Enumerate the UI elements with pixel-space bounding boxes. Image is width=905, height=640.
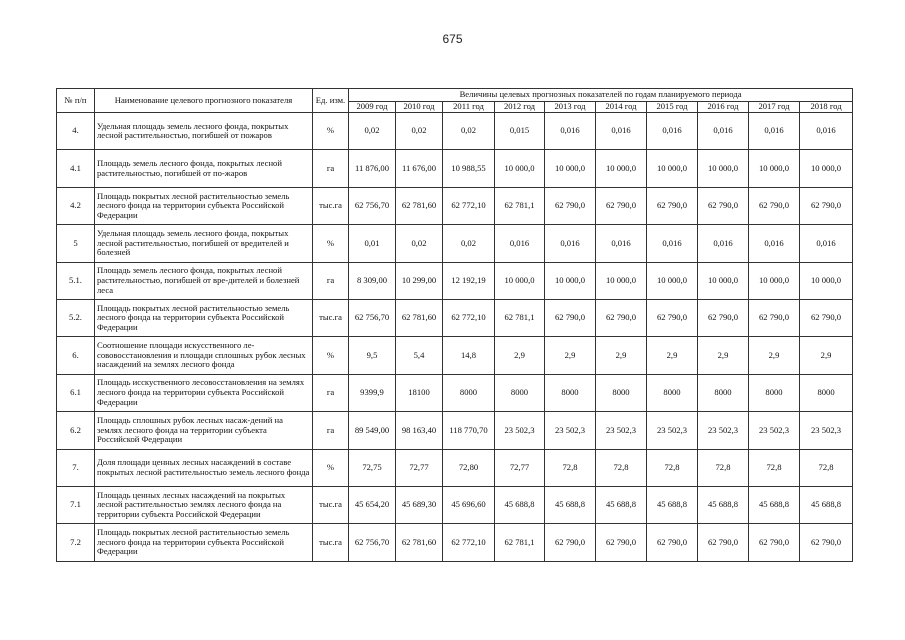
value-cell: 9399,9 (349, 374, 396, 411)
header-year: 2016 год (698, 102, 749, 113)
row-number: 7.2 (57, 524, 95, 561)
indicator-name: Удельная площадь земель лесного фонда, покрытых лесной растительностью, погибшей от вредителей и болезней (95, 225, 313, 262)
value-cell: 0,016 (545, 113, 596, 150)
value-cell: 0,016 (749, 225, 800, 262)
value-cell: 62 790,0 (647, 299, 698, 336)
value-cell: 10 000,0 (698, 150, 749, 187)
indicator-name: Удельная площадь земель лесного фонда, покрытых лесной растительностью, погибшей от пожаров (95, 113, 313, 150)
value-cell: 62 790,0 (749, 187, 800, 224)
value-cell: 23 502,3 (800, 412, 853, 449)
value-cell: 0,02 (396, 113, 443, 150)
value-cell: 10 000,0 (800, 150, 853, 187)
value-cell: 0,016 (545, 225, 596, 262)
indicator-name: Площадь земель лесного фонда, покрытых лесной растительностью, погибшей от вре-дителей и болезней леса (95, 262, 313, 299)
value-cell: 0,01 (349, 225, 396, 262)
header-year: 2013 год (545, 102, 596, 113)
value-cell: 0,02 (443, 225, 495, 262)
value-cell: 62 790,0 (596, 299, 647, 336)
indicator-name: Площадь исскуственного лесовосстановления на землях лесного фонда на территории субъекта Российской Федерации (95, 374, 313, 411)
value-cell: 23 502,3 (596, 412, 647, 449)
table-row (57, 337, 853, 374)
value-cell: 62 781,60 (396, 187, 443, 224)
value-cell: 10 000,0 (596, 262, 647, 299)
unit-cell: % (313, 225, 349, 262)
value-cell: 5,4 (396, 337, 443, 374)
value-cell: 18100 (396, 374, 443, 411)
row-number: 5 (57, 225, 95, 262)
indicator-name: Доля площади ценных лесных насаждений в составе покрытых лесной растительностью земель лесного фонда (95, 449, 313, 486)
value-cell: 0,016 (800, 225, 853, 262)
value-cell: 72,8 (596, 449, 647, 486)
value-cell: 0,016 (596, 113, 647, 150)
value-cell: 72,8 (698, 449, 749, 486)
value-cell: 62 790,0 (647, 524, 698, 561)
unit-cell: га (313, 150, 349, 187)
value-cell: 62 756,70 (349, 524, 396, 561)
header-year: 2017 год (749, 102, 800, 113)
value-cell: 8000 (647, 374, 698, 411)
table-row (57, 113, 853, 150)
value-cell: 10 000,0 (749, 150, 800, 187)
value-cell: 72,75 (349, 449, 396, 486)
value-cell: 8000 (443, 374, 495, 411)
indicator-name: Площадь покрытых лесной растительностью земель лесного фонда на территории субъекта Российской Федерации (95, 187, 313, 224)
value-cell: 23 502,3 (495, 412, 545, 449)
header-unit: Ед. изм. (313, 89, 349, 113)
value-cell: 45 688,8 (545, 486, 596, 523)
value-cell: 62 772,10 (443, 524, 495, 561)
value-cell: 72,8 (800, 449, 853, 486)
table-row (57, 187, 853, 224)
value-cell: 23 502,3 (647, 412, 698, 449)
value-cell: 72,77 (495, 449, 545, 486)
unit-cell: га (313, 374, 349, 411)
value-cell: 62 772,10 (443, 299, 495, 336)
row-number: 7. (57, 449, 95, 486)
value-cell: 62 781,1 (495, 524, 545, 561)
row-number: 4.2 (57, 187, 95, 224)
value-cell: 45 688,8 (800, 486, 853, 523)
unit-cell: га (313, 412, 349, 449)
unit-cell: тыс.га (313, 524, 349, 561)
value-cell: 23 502,3 (545, 412, 596, 449)
unit-cell: тыс.га (313, 486, 349, 523)
value-cell: 45 689,30 (396, 486, 443, 523)
value-cell: 10 000,0 (545, 150, 596, 187)
value-cell: 62 756,70 (349, 187, 396, 224)
value-cell: 0,016 (698, 113, 749, 150)
unit-cell: тыс.га (313, 187, 349, 224)
value-cell: 62 790,0 (596, 524, 647, 561)
value-cell: 0,02 (443, 113, 495, 150)
value-cell: 9,5 (349, 337, 396, 374)
value-cell: 0,016 (800, 113, 853, 150)
value-cell: 72,8 (749, 449, 800, 486)
value-cell: 62 790,0 (800, 524, 853, 561)
row-number: 4.1 (57, 150, 95, 187)
value-cell: 72,77 (396, 449, 443, 486)
unit-cell: % (313, 113, 349, 150)
value-cell: 0,015 (495, 113, 545, 150)
value-cell: 45 688,8 (647, 486, 698, 523)
table-row (57, 150, 853, 187)
value-cell: 2,9 (749, 337, 800, 374)
value-cell: 62 781,1 (495, 187, 545, 224)
value-cell: 10 000,0 (647, 262, 698, 299)
value-cell: 10 000,0 (495, 150, 545, 187)
value-cell: 62 781,1 (495, 299, 545, 336)
unit-cell: % (313, 449, 349, 486)
value-cell: 45 654,20 (349, 486, 396, 523)
value-cell: 62 756,70 (349, 299, 396, 336)
value-cell: 8000 (596, 374, 647, 411)
header-num: № п/п (57, 89, 95, 113)
value-cell: 0,02 (396, 225, 443, 262)
header-values-group: Величины целевых прогнозных показателей по годам планируемого периода (349, 89, 853, 102)
row-number: 6.2 (57, 412, 95, 449)
value-cell: 72,8 (647, 449, 698, 486)
value-cell: 62 790,0 (545, 524, 596, 561)
value-cell: 45 688,8 (596, 486, 647, 523)
unit-cell: га (313, 262, 349, 299)
table-row (57, 449, 853, 486)
value-cell: 10 000,0 (647, 150, 698, 187)
value-cell: 72,80 (443, 449, 495, 486)
table-row (57, 524, 853, 561)
value-cell: 10 000,0 (545, 262, 596, 299)
value-cell: 8000 (800, 374, 853, 411)
value-cell: 98 163,40 (396, 412, 443, 449)
value-cell: 23 502,3 (698, 412, 749, 449)
value-cell: 45 688,8 (495, 486, 545, 523)
value-cell: 12 192,19 (443, 262, 495, 299)
value-cell: 2,9 (647, 337, 698, 374)
value-cell: 10 000,0 (495, 262, 545, 299)
row-number: 5.1. (57, 262, 95, 299)
table-row (57, 486, 853, 523)
value-cell: 10 000,0 (800, 262, 853, 299)
table-row (57, 412, 853, 449)
value-cell: 0,016 (596, 225, 647, 262)
value-cell: 0,016 (647, 113, 698, 150)
value-cell: 62 790,0 (749, 524, 800, 561)
value-cell: 62 790,0 (698, 187, 749, 224)
table-row (57, 374, 853, 411)
value-cell: 2,9 (596, 337, 647, 374)
value-cell: 45 696,60 (443, 486, 495, 523)
value-cell: 62 790,0 (698, 524, 749, 561)
value-cell: 62 790,0 (698, 299, 749, 336)
page-number: 675 (442, 32, 463, 46)
value-cell: 62 790,0 (647, 187, 698, 224)
value-cell: 14,8 (443, 337, 495, 374)
value-cell: 62 781,60 (396, 299, 443, 336)
value-cell: 10 000,0 (698, 262, 749, 299)
value-cell: 0,02 (349, 113, 396, 150)
value-cell: 8000 (749, 374, 800, 411)
value-cell: 62 790,0 (596, 187, 647, 224)
header-year: 2014 год (596, 102, 647, 113)
header-year: 2015 год (647, 102, 698, 113)
value-cell: 10 299,00 (396, 262, 443, 299)
row-number: 6. (57, 337, 95, 374)
value-cell: 2,9 (698, 337, 749, 374)
value-cell: 2,9 (495, 337, 545, 374)
indicator-name: Площадь покрытых лесной растительностью земель лесного фонда на территории субъекта Российской Федерации (95, 299, 313, 336)
header-year: 2009 год (349, 102, 396, 113)
value-cell: 62 790,0 (749, 299, 800, 336)
value-cell: 8 309,00 (349, 262, 396, 299)
forecast-indicators-table (56, 88, 853, 562)
value-cell: 8000 (495, 374, 545, 411)
table-row (57, 299, 853, 336)
table-row (57, 225, 853, 262)
value-cell: 2,9 (545, 337, 596, 374)
header-year: 2012 год (495, 102, 545, 113)
header-year: 2011 год (443, 102, 495, 113)
row-number: 5.2. (57, 299, 95, 336)
value-cell: 0,016 (495, 225, 545, 262)
indicator-name: Соотношение площади искусственного ле-сововосстановления и площади сплошных рубок лесных насаждений на землях лесного фонда (95, 337, 313, 374)
value-cell: 72,8 (545, 449, 596, 486)
indicator-name: Площадь земель лесного фонда, покрытых лесной растительностью, погибшей от по-жаров (95, 150, 313, 187)
value-cell: 23 502,3 (749, 412, 800, 449)
value-cell: 11 676,00 (396, 150, 443, 187)
value-cell: 62 790,0 (545, 187, 596, 224)
header-year: 2010 год (396, 102, 443, 113)
table-row (57, 262, 853, 299)
value-cell: 45 688,8 (749, 486, 800, 523)
value-cell: 62 790,0 (800, 299, 853, 336)
value-cell: 0,016 (698, 225, 749, 262)
value-cell: 62 772,10 (443, 187, 495, 224)
value-cell: 62 781,60 (396, 524, 443, 561)
row-number: 4. (57, 113, 95, 150)
value-cell: 11 876,00 (349, 150, 396, 187)
indicator-name: Площадь сплошных рубок лесных насаж-дений на землях лесного фонда на территории субъекта Российской Федерации (95, 412, 313, 449)
value-cell: 118 770,70 (443, 412, 495, 449)
value-cell: 89 549,00 (349, 412, 396, 449)
value-cell: 10 000,0 (749, 262, 800, 299)
value-cell: 8000 (545, 374, 596, 411)
value-cell: 45 688,8 (698, 486, 749, 523)
value-cell: 0,016 (647, 225, 698, 262)
value-cell: 2,9 (800, 337, 853, 374)
indicator-name: Площадь покрытых лесной растительностью земель лесного фонда на территории субъекта Российской Федерации (95, 524, 313, 561)
value-cell: 62 790,0 (800, 187, 853, 224)
value-cell: 8000 (698, 374, 749, 411)
indicator-name: Площадь ценных лесных насаждений на покрытых лесной растительностью землях лесного фонда на территории субъекта Российской Федерации (95, 486, 313, 523)
unit-cell: % (313, 337, 349, 374)
header-year: 2018 год (800, 102, 853, 113)
value-cell: 62 790,0 (545, 299, 596, 336)
value-cell: 10 000,0 (596, 150, 647, 187)
unit-cell: тыс.га (313, 299, 349, 336)
header-name: Наименование целевого прогнозного показателя (95, 89, 313, 113)
value-cell: 0,016 (749, 113, 800, 150)
row-number: 7.1 (57, 486, 95, 523)
row-number: 6.1 (57, 374, 95, 411)
value-cell: 10 988,55 (443, 150, 495, 187)
